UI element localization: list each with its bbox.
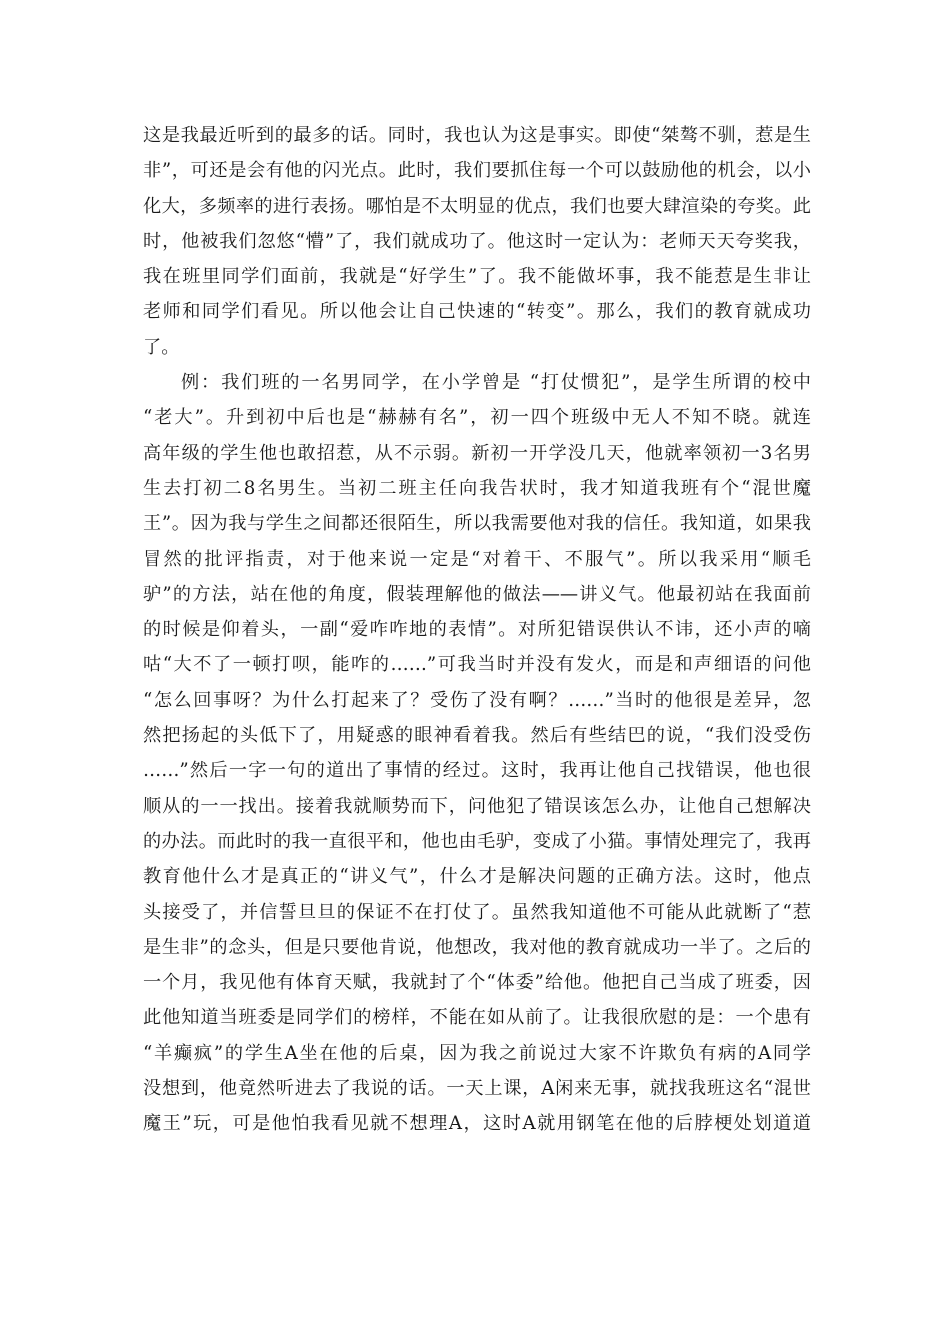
text-line: 教育他什么才是真正的“讲义气”，什么才是解决问题的正确方法。这时，他点: [143, 866, 811, 888]
text-line: 咕“大不了一顿打呗，能咋的……”可我当时并没有发火，而是和声细语的问他: [143, 654, 811, 676]
text-line: 一个月，我见他有体育天赋，我就封了个“体委”给他。他把自己当成了班委，因: [143, 972, 811, 994]
text-line: 没想到，他竟然听进去了我说的话。一天上课，A闲来无事，就找我班这名“混世: [143, 1078, 811, 1100]
text-line: “老大”。升到初中后也是“赫赫有名”，初一四个班级中无人不知不晓。就连: [143, 407, 811, 429]
paragraph-1: [143, 118, 811, 365]
text-line: 冒然的批评指责，对于他来说一定是“对着干、不服气”。所以我采用“顺毛: [143, 548, 811, 570]
text-line: 驴”的方法，站在他的角度，假装理解他的做法——讲义气。他最初站在我面前: [143, 583, 811, 605]
text-line: 王”。因为我与学生之间都还很陌生，所以我需要他对我的信任。我知道，如果我: [143, 513, 811, 535]
text-line: 此他知道当班委是同学们的榜样，不能在如从前了。让我很欣慰的是：一个患有: [143, 1007, 811, 1029]
body-text: [143, 118, 811, 1177]
text-line: “怎么回事呀？为什么打起来了？受伤了没有啊？……”当时的他很是差异，忽: [143, 689, 811, 711]
text-line: 高年级的学生他也敢招惹，从不示弱。新初一开学没几天，他就率领初一3名男: [143, 442, 811, 464]
text-line: ……”然后一字一句的道出了事情的经过。这时，我再让他自己找错误，他也很: [143, 760, 811, 782]
text-line: 然把扬起的头低下了，用疑惑的眼神看着我。然后有些结巴的说，“我们没受伤: [143, 725, 811, 747]
text-line: 例：我们班的一名男同学，在小学曾是 “打仗惯犯”，是学生所谓的校中: [181, 372, 811, 394]
text-line: 的时候是仰着头，一副“爱咋咋地的表情”。对所犯错误供认不讳，还小声的嘀: [143, 619, 811, 641]
text-line: 是生非”的念头，但是只要他肯说，他想改，我对他的教育就成功一半了。之后的: [143, 936, 811, 958]
text-line: 非”，可还是会有他的闪光点。此时，我们要抓住每一个可以鼓励他的机会，以小: [143, 160, 811, 182]
text-line: 老师和同学们看见。所以他会让自己快速的“转变”。那么，我们的教育就成功: [143, 301, 811, 323]
text-line: 的办法。而此时的我一直很平和，他也由毛驴，变成了小猫。事情处理完了，我再: [143, 830, 811, 852]
text-line: 魔王”玩，可是他怕我看见就不想理A，这时A就用钢笔在他的后脖梗处划道道: [143, 1113, 811, 1135]
text-line: [143, 1142, 811, 1177]
text-line: 我在班里同学们面前，我就是“好学生”了。我不能做坏事，我不能惹是生非让: [143, 266, 811, 288]
text-line: 这是我最近听到的最多的话。同时，我也认为这是事实。即使“桀骜不驯，惹是生: [143, 125, 811, 146]
text-line: 顺从的一一找出。接着我就顺势而下，问他犯了错误该怎么办，让他自己想解决: [143, 795, 811, 817]
text-line: 化大，多频率的进行表扬。哪怕是不太明显的优点，我们也要大肆渲染的夸奖。此: [143, 195, 811, 217]
text-line: 时，他被我们忽悠“懵”了，我们就成功了。他这时一定认为：老师天天夸奖我，: [143, 230, 811, 252]
text-line: 了。: [143, 336, 180, 358]
text-line: 头接受了，并信誓旦旦的保证不在打仗了。虽然我知道他不可能从此就断了“惹: [143, 901, 811, 923]
text-line: “羊癫疯”的学生A坐在他的后桌，因为我之前说过大家不许欺负有病的A同学: [143, 1042, 811, 1064]
paragraph-2: [143, 365, 811, 1177]
text-line: 生去打初二8名男生。当初二班主任向我告状时，我才知道我班有个“混世魔: [143, 477, 811, 499]
